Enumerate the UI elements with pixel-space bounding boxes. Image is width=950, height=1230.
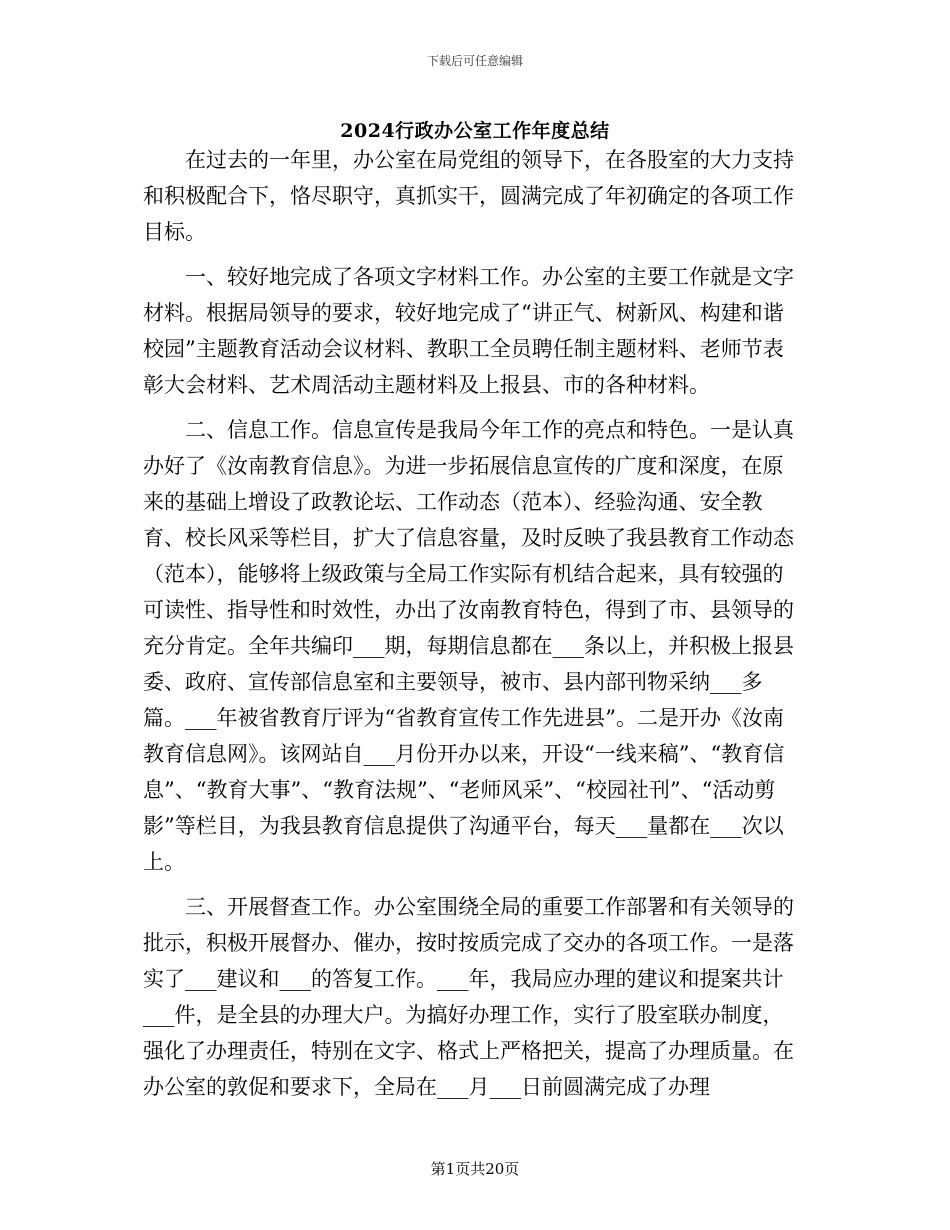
page-header-note: 下载后可任意编辑 (426, 54, 523, 68)
document-title: 2024行政办公室工作年度总结 (340, 120, 610, 142)
page-number: 第1页共20页 (430, 1160, 520, 1178)
paragraph-section-2: 二、信息工作。信息宣传是我局今年工作的亮点和特色。一是认真办好了《汝南教育信息》。为进一步拓展信息宣传的广度和深度，在原来的基础上增设了政教论坛、工作动态（范本）、经验沟通、安全教育、校长风采等栏目，扩大了信息容量，及时反映了我县教育工作动态（范本），能够将上级政策与全局工作实际有机结合起来，具有较强的可读性、指导性和时效性，办出了汝南教育特色，得到了市、县领导的充分肯定。全年共编印___期，每期信息都在___条以上，并积极上报县委、政府、宣传部信息室和主要领导，被市、县内部刊物采纳___多篇。___年被省教育厅评为“省教育宣传工作先进县”。二是开办《汝南教育信息网》。该网站自___月份开办以来，开设“一线来稿”、“教育信息”、“教育大事”、“教育法规”、“老师风采”、“校园社刊”、“活动剪影”等栏目，为我县教育信息提供了沟通平台，每天___量都在___次以上。 (143, 418, 794, 874)
paragraph-intro: 在过去的一年里，办公室在局党组的领导下，在各股室的大力支持和积极配合下，恪尽职守，真抓实干，圆满完成了年初确定的各项工作目标。 (143, 148, 794, 244)
document-body (143, 142, 803, 1105)
paragraph-section-1: 一、较好地完成了各项文字材料工作。办公室的主要工作就是文字材料。根据局领导的要求，较好地完成了“讲正气、树新风、构建和谐校园”主题教育活动会议材料、教职工全员聘任制主题材料、老师节表彰大会材料、艺术周活动主题材料及上报县、市的各种材料。 (143, 265, 794, 397)
paragraph-section-3: 三、开展督查工作。办公室围绕全局的重要工作部署和有关领导的批示，积极开展督办、催办，按时按质完成了交办的各项工作。一是落实了___建议和___的答复工作。___年，我局应办理的建议和提案共计___件，是全县的办理大户。为搞好办理工作，实行了股室联办制度，强化了办理责任，特别在文字、格式上严格把关，提高了办理质量。在办公室的敦促和要求下，全局在___月___日前圆满完成了办理 (143, 895, 794, 1099)
